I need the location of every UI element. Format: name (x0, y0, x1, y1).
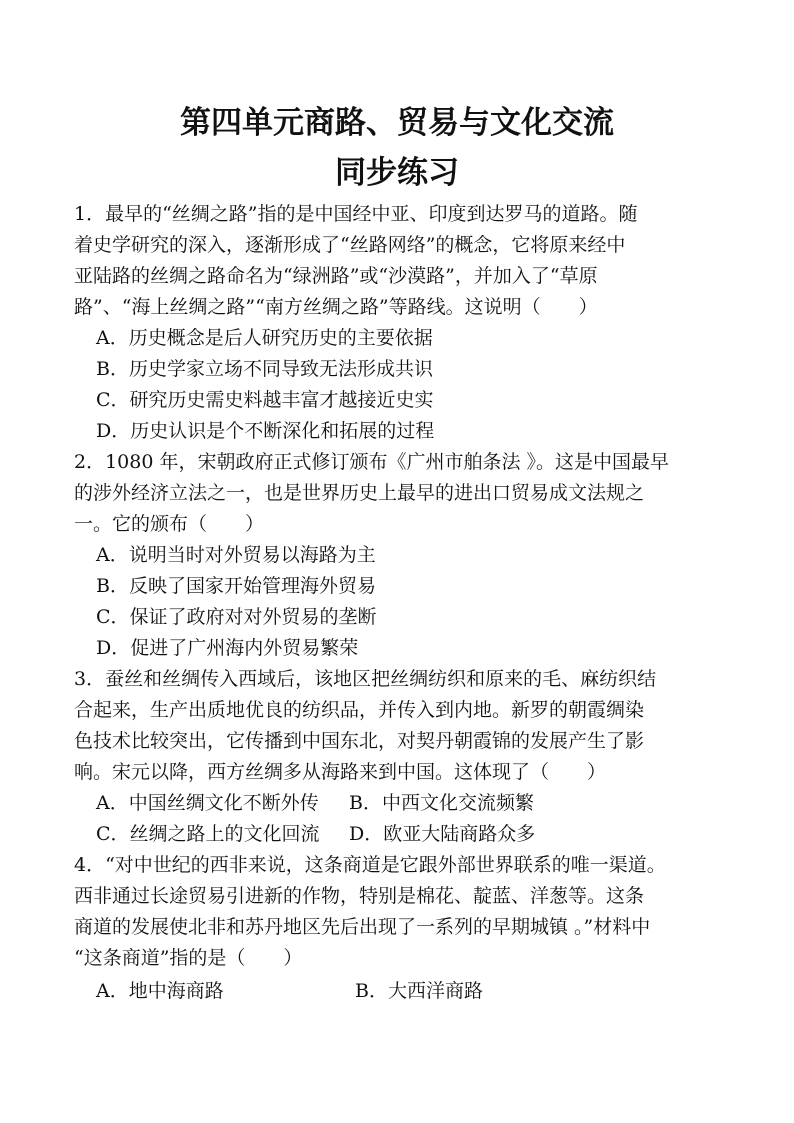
question-2-line-2: 的涉外经济立法之一，也是世界历史上最早的进出口贸易成文法规之 (74, 482, 645, 504)
question-1-option-d: D．历史认识是个不断深化和拓展的过程 (96, 420, 435, 442)
question-1-line-1: 1．最早的“丝绸之路”指的是中国经中亚、印度到达罗马的道路。随 (74, 203, 638, 225)
question-4-line-4: “这条商道”指的是（ ） (74, 947, 303, 969)
question-2-line-3: 一。它的颁布（ ） (74, 513, 265, 535)
question-2-option-c: C．保证了政府对对外贸易的垄断 (96, 606, 377, 628)
question-2-option-a: A．说明当时对外贸易以海路为主 (96, 544, 376, 566)
question-1-line-3: 亚陆路的丝绸之路命名为“绿洲路”或“沙漠路”，并加入了“草原 (74, 265, 598, 287)
question-1-line-4: 路”、“海上丝绸之路”“南方丝绸之路”等路线。这说明（ ） (74, 296, 598, 318)
question-1-option-c: C．研究历史需史料越丰富才越接近史实 (96, 389, 434, 411)
question-3-line-4: 响。宋元以降，西方丝绸多从海路来到中国。这体现了（ ） (74, 761, 607, 783)
question-3-line-1: 3．蚕丝和丝绸传入西域后，该地区把丝绸纺织和原来的毛、麻纺织结 (74, 668, 657, 690)
question-2-option-d: D．促进了广州海内外贸易繁荣 (96, 637, 359, 659)
question-4-line-2: 西非通过长途贸易引进新的作物，特别是棉花、靛蓝、洋葱等。这条 (74, 885, 645, 907)
question-1-line-2: 着史学研究的深入，逐渐形成了“丝路网络”的概念，它将原来经中 (74, 234, 626, 256)
question-4-option-a: A．地中海商路 (96, 980, 224, 1002)
question-3-option-a: A．中国丝绸文化不断外传 (96, 792, 319, 814)
question-3-line-3: 色技术比较突出，它传播到中国东北，对契丹朝霞锦的发展产生了影 (74, 730, 645, 752)
question-3-line-2: 合起来，生产出质地优良的纺织品，并传入到内地。新罗的朝霞绸染 (74, 699, 645, 721)
question-2-option-b: B．反映了国家开始管理海外贸易 (96, 575, 376, 597)
question-3-option-b: B．中西文化交流频繁 (349, 792, 534, 814)
page-title: 第四单元商路、贸易与文化交流 (180, 105, 614, 141)
question-4-option-b: B．大西洋商路 (355, 980, 483, 1002)
question-1-option-b: B．历史学家立场不同导致无法形成共识 (96, 358, 433, 380)
question-3-option-d: D．欧亚大陆商路众多 (349, 823, 536, 845)
question-2-line-1: 2．1080 年，宋朝政府正式修订颁布《广州市舶条法 》。这是中国最早 (74, 451, 670, 473)
page-subtitle: 同步练习 (335, 155, 459, 191)
question-3-option-c: C．丝绸之路上的文化回流 (96, 823, 320, 845)
question-1-option-a: A．历史概念是后人研究历史的主要依据 (96, 327, 433, 349)
question-4-line-3: 商道的发展使北非和苏丹地区先后出现了一系列的早期城镇 。”材料中 (74, 916, 651, 938)
question-4-line-1: 4．“对中世纪的西非来说，这条商道是它跟外部世界联系的唯一渠道。 (74, 854, 666, 876)
